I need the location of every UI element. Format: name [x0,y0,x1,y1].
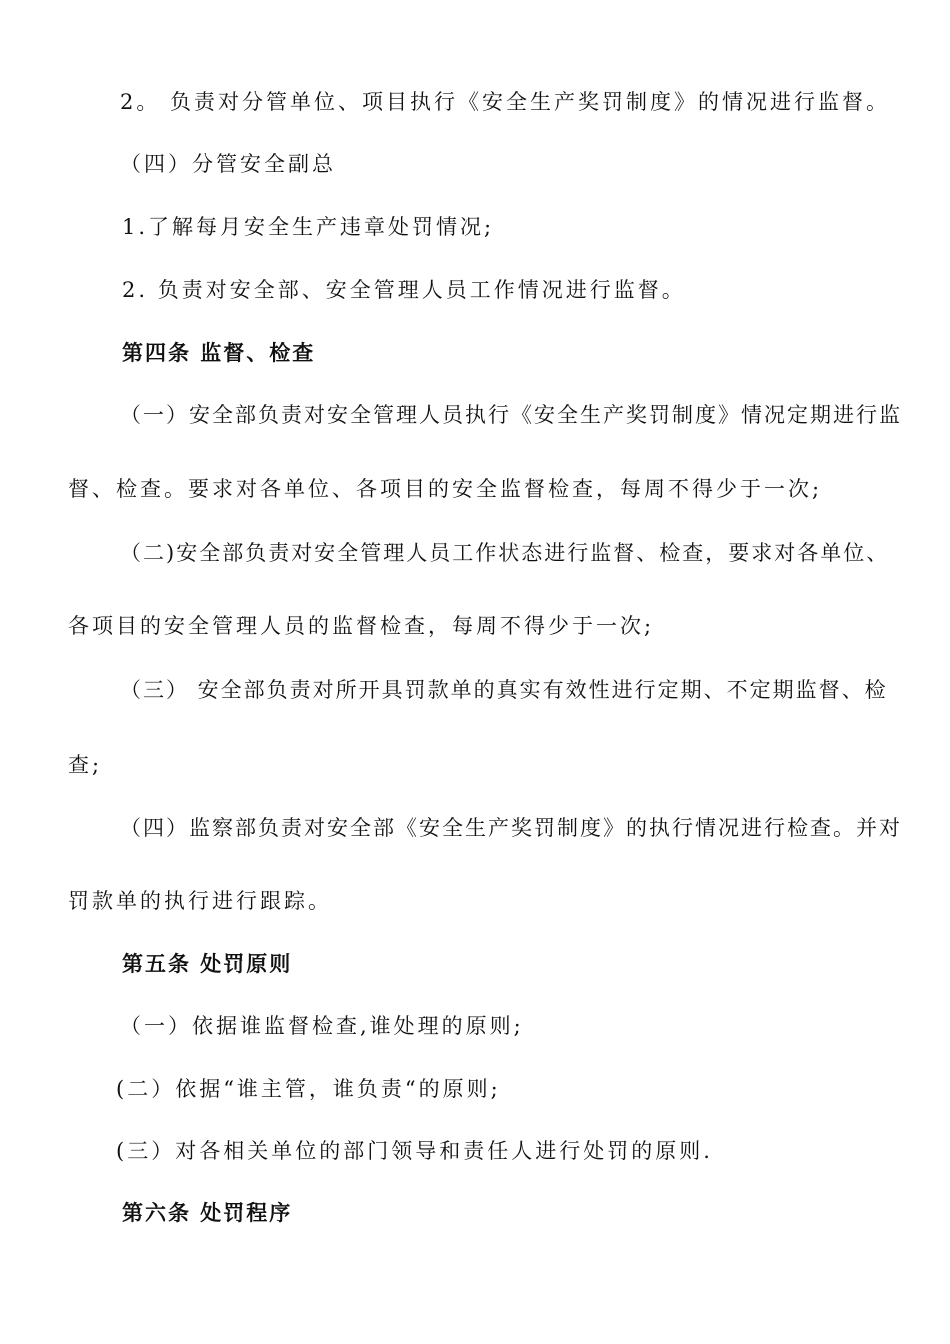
article-4-item-2-line-2: 各项目的安全管理人员的监督检查，每周不得少于一次; [68,614,655,638]
article-4-item-1-line-1: （一）安全部负责对安全管理人员执行《安全生产奖罚制度》情况定期进行监 [120,403,902,427]
article-5-heading: 第五条 处罚原则 [122,951,293,976]
section-deputy-safety-head: （四）分管安全副总 [120,152,336,176]
article-5-principle-2: (二）依据“谁主管，谁负责“的原则; [116,1077,501,1101]
article-4-item-3-line-2: 查; [68,753,103,777]
duty-item-1-monthly-penalty: 1.了解每月安全生产违章处罚情况; [122,215,495,239]
duty-item-2-supervision: 2。 负责对分管单位、项目执行《安全生产奖罚制度》的情况进行监督。 [120,90,891,114]
duty-item-2-staff-supervision: 2. 负责对安全部、安全管理人员工作情况进行监督。 [122,278,686,302]
article-4-item-4-line-1: （四）监察部负责对安全部《安全生产奖罚制度》的执行情况进行检查。并对 [120,816,902,840]
article-5-principle-3: (三）对各相关单位的部门领导和责任人进行处罚的原则. [116,1139,713,1163]
article-6-heading: 第六条 处罚程序 [122,1200,293,1225]
article-4-item-1-line-2: 督、检查。要求对各单位、各项目的安全监督检查，每周不得少于一次; [68,477,823,501]
article-4-heading: 第四条 监督、检查 [122,340,316,365]
article-4-item-3-line-1: （三） 安全部负责对所开具罚款单的真实有效性进行定期、不定期监督、检 [120,678,888,702]
article-4-item-2-line-1: （二)安全部负责对安全管理人员工作状态进行监督、检查，要求对各单位、 [120,541,890,565]
article-4-item-4-line-2: 罚款单的执行进行跟踪。 [68,889,332,913]
article-5-principle-1: （一）依据谁监督检查,谁处理的原则; [120,1014,524,1038]
